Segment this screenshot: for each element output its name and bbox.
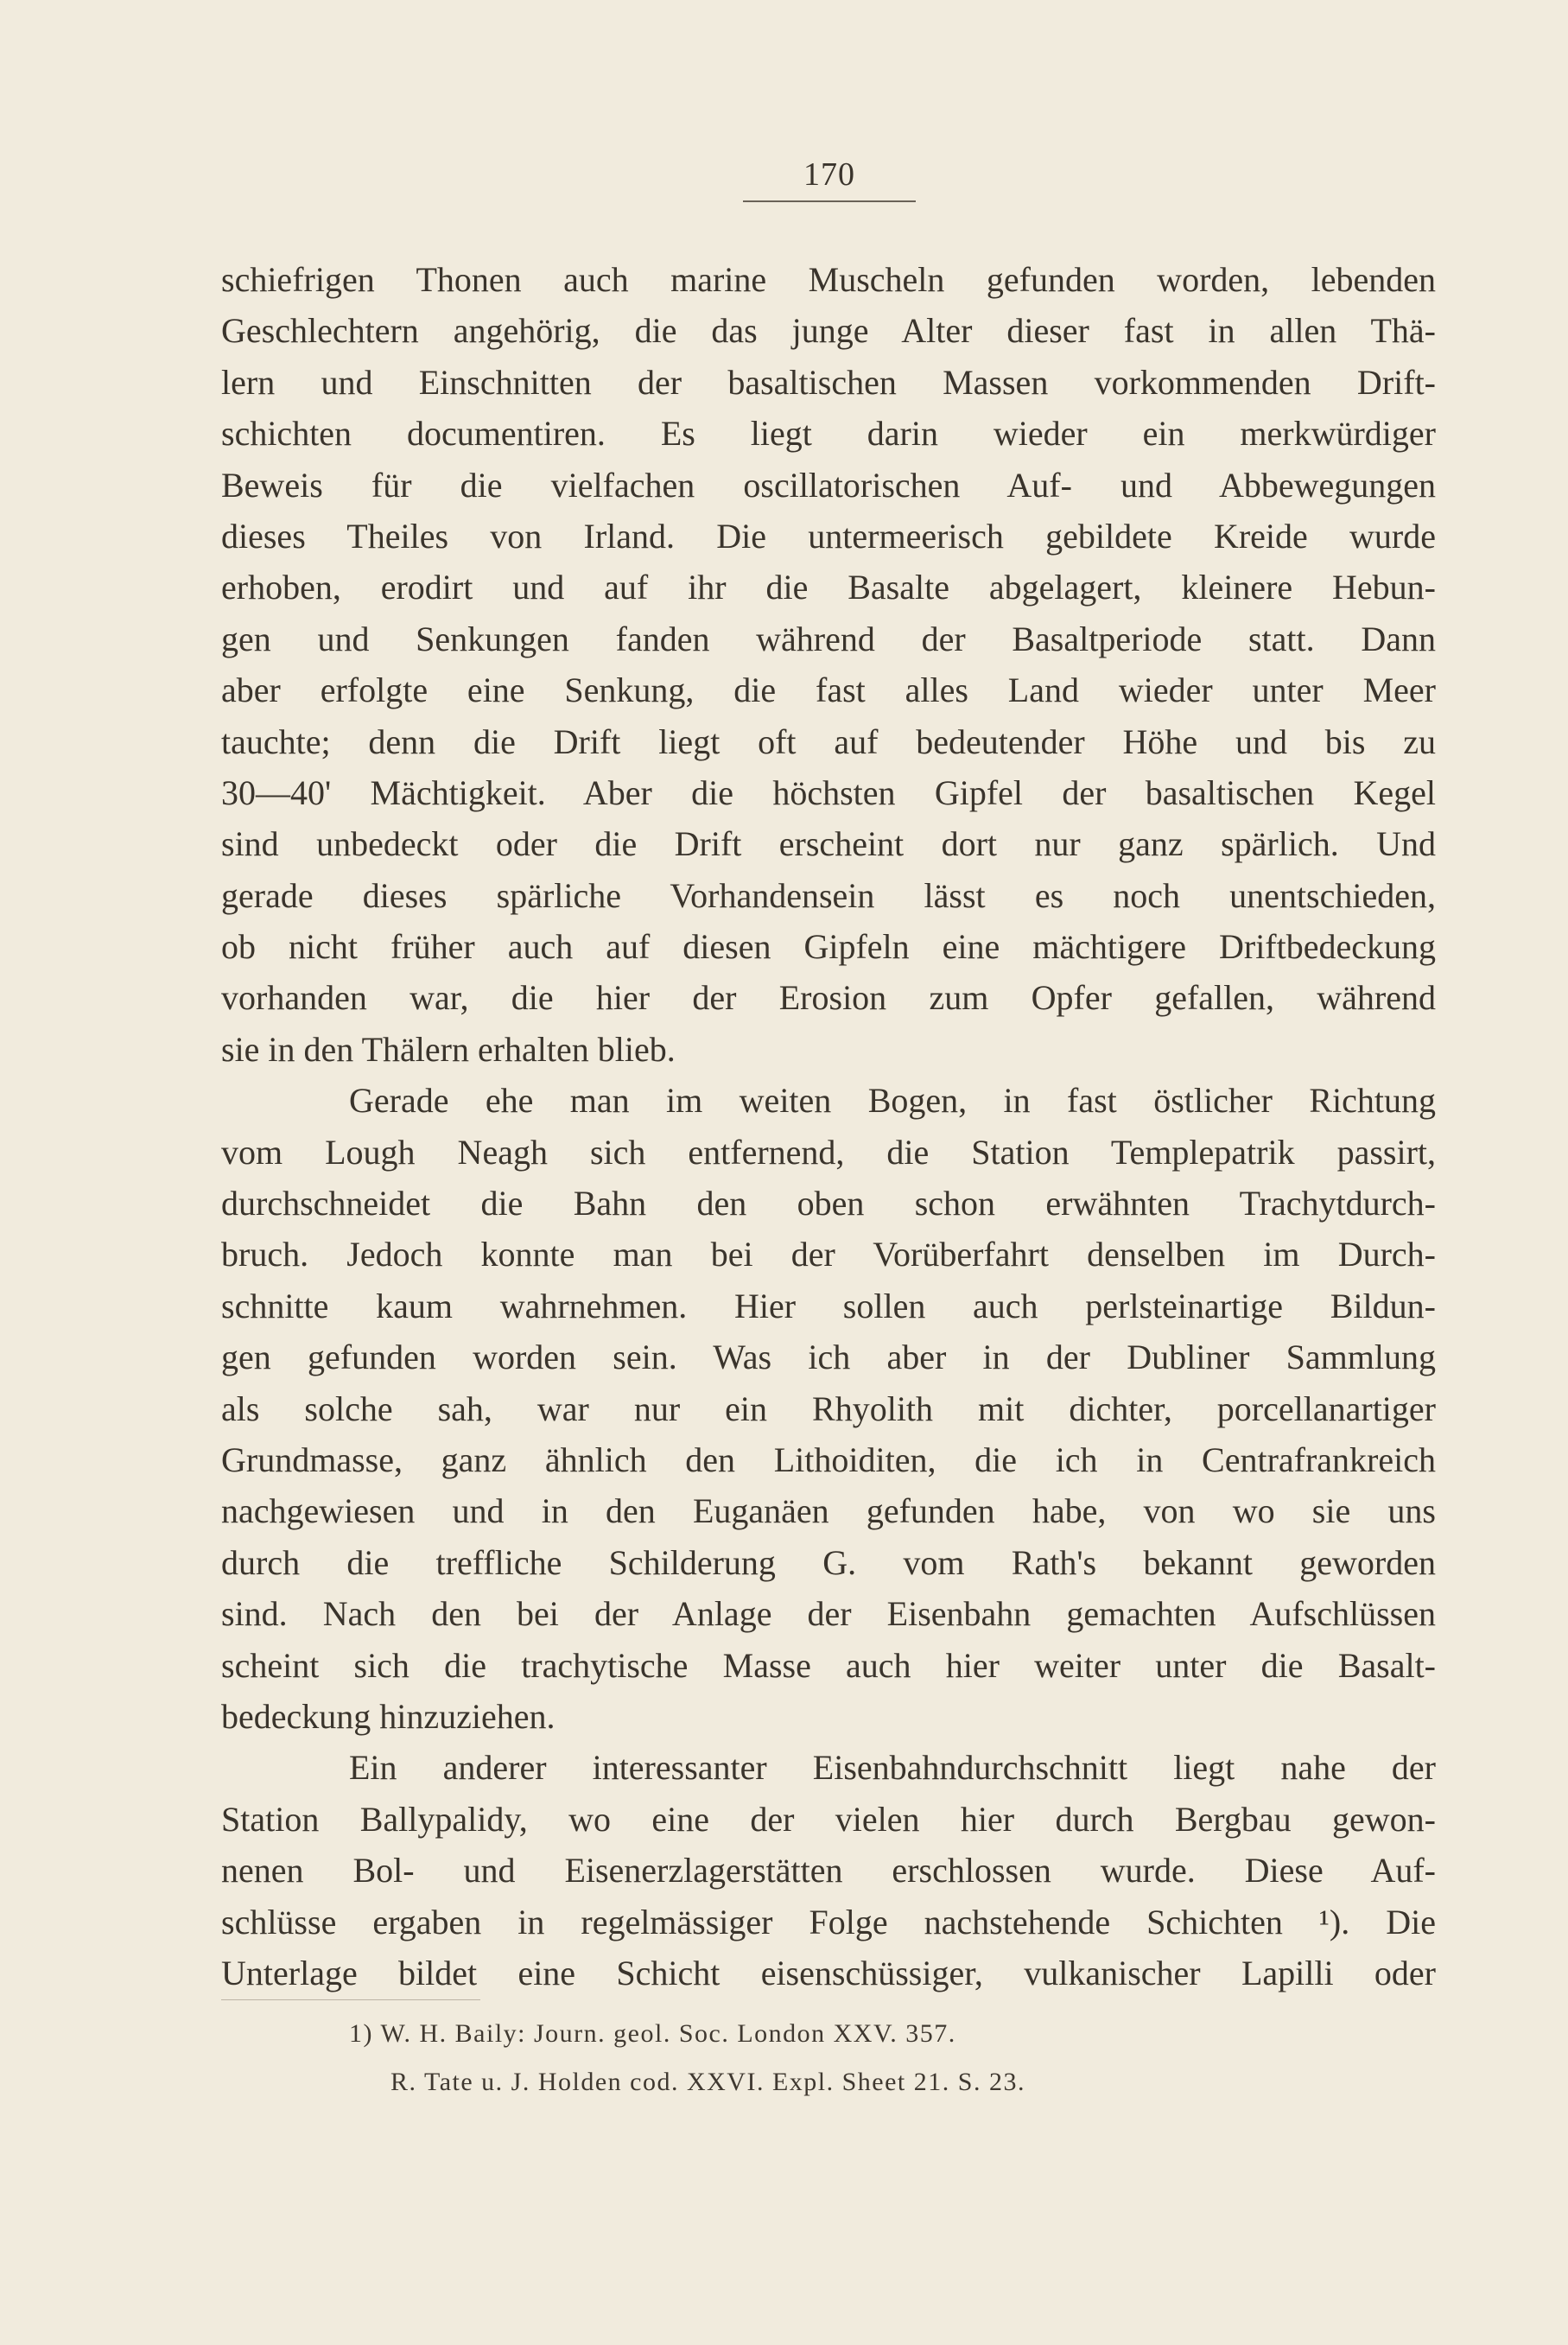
text-line: erhoben, erodirt und auf ihr die Basalte abgelagert, kleinere Hebun- xyxy=(221,568,1436,607)
text-line: tauchte; denn die Drift liegt oft auf bedeutender Höhe und bis zu xyxy=(221,721,1436,761)
text-line: vom Lough Neagh sich entfernend, die Station Templepatrik passirt, xyxy=(221,1132,1436,1172)
text-line: schiefrigen Thonen auch marine Muscheln gefunden worden, lebenden xyxy=(221,260,1436,299)
text-line: 30—40' Mächtigkeit. Aber die höchsten Gipfel der basaltischen Kegel xyxy=(221,772,1436,812)
text-line: gen und Senkungen fanden während der Basaltperiode statt. Dann xyxy=(221,619,1436,658)
text-line: als solche sah, war nur ein Rhyolith mit dichter, porcellanartiger xyxy=(221,1389,1436,1428)
text-line: nenen Bol- und Eisenerzlagerstätten erschlossen wurde. Diese Auf- xyxy=(221,1851,1436,1891)
paragraph-3 xyxy=(221,1742,1436,1999)
text-line: durch die treffliche Schilderung G. vom Rath's bekannt geworden xyxy=(221,1542,1436,1582)
page-number-rule xyxy=(743,200,916,202)
text-line: durchschneidet die Bahn den oben schon erwähnten Trachytdurch- xyxy=(221,1184,1436,1223)
text-line: Station Ballypalidy, wo eine der vielen hier durch Bergbau gewon- xyxy=(221,1799,1436,1839)
text-line: schlüsse ergaben in regelmässiger Folge nachstehende Schichten ¹). Die xyxy=(221,1902,1436,1941)
footnote-rule xyxy=(221,1999,480,2000)
text-line: nachgewiesen und in den Euganäen gefunden habe, von wo sie uns xyxy=(221,1491,1436,1531)
text-line: Geschlechtern angehörig, die das junge Alter dieser fast in allen Thä- xyxy=(221,311,1436,351)
paragraph-2 xyxy=(221,1075,1436,1742)
body-text xyxy=(221,254,1436,1999)
text-line: aber erfolgte eine Senkung, die fast alles Land wieder unter Meer xyxy=(221,670,1436,710)
text-line: bruch. Jedoch konnte man bei der Vorüberfahrt denselben im Durch- xyxy=(221,1235,1436,1274)
text-line: sie in den Thälern erhalten blieb. xyxy=(221,1029,676,1069)
text-line: vorhanden war, die hier der Erosion zum Opfer gefallen, während xyxy=(221,978,1436,1018)
text-line: sind unbedeckt oder die Drift erscheint dort nur ganz spärlich. Und xyxy=(221,824,1436,864)
text-line: Grundmasse, ganz ähnlich den Lithoiditen, die ich in Centrafrankreich xyxy=(221,1439,1436,1479)
page-number: 170 xyxy=(803,156,855,193)
text-line: sind. Nach den bei der Anlage der Eisenbahn gemachten Aufschlüssen xyxy=(221,1594,1436,1634)
text-line: lern und Einschnitten der basaltischen Massen vorkommenden Drift- xyxy=(221,362,1436,402)
text-line: Unterlage bildet eine Schicht eisenschüssiger, vulkanischer Lapilli oder xyxy=(221,1953,1436,1992)
text-line: schichten documentiren. Es liegt darin wieder ein merkwürdiger xyxy=(221,414,1436,454)
text-line: ob nicht früher auch auf diesen Gipfeln eine mächtigere Driftbedeckung xyxy=(221,927,1436,967)
text-line: scheint sich die trachytische Masse auch hier weiter unter die Basalt- xyxy=(221,1645,1436,1685)
paragraph-1 xyxy=(221,254,1436,1075)
footnote-continuation: R. Tate u. J. Holden cod. XXVI. Expl. Sheet 21. S. 23. xyxy=(390,2068,1025,2096)
text-line: Beweis für die vielfachen oscillatorischen Auf- und Abbewegungen xyxy=(221,465,1436,505)
footnote: 1) W. H. Baily: Journ. geol. Soc. London XXV. 357. xyxy=(349,2019,956,2048)
text-line: schnitte kaum wahrnehmen. Hier sollen auch perlsteinartige Bildun- xyxy=(221,1286,1436,1325)
text-line: Ein anderer interessanter Eisenbahndurchschnitt liegt nahe der xyxy=(349,1748,1436,1788)
footnotes xyxy=(349,2010,1213,2107)
text-line: bedeckung hinzuziehen. xyxy=(221,1696,555,1736)
text-line: Gerade ehe man im weiten Bogen, in fast östlicher Richtung xyxy=(349,1081,1436,1121)
text-line: dieses Theiles von Irland. Die untermeerisch gebildete Kreide wurde xyxy=(221,516,1436,556)
text-line: gerade dieses spärliche Vorhandensein lässt es noch unentschieden, xyxy=(221,875,1436,915)
text-line: gen gefunden worden sein. Was ich aber in der Dubliner Sammlung xyxy=(221,1338,1436,1377)
